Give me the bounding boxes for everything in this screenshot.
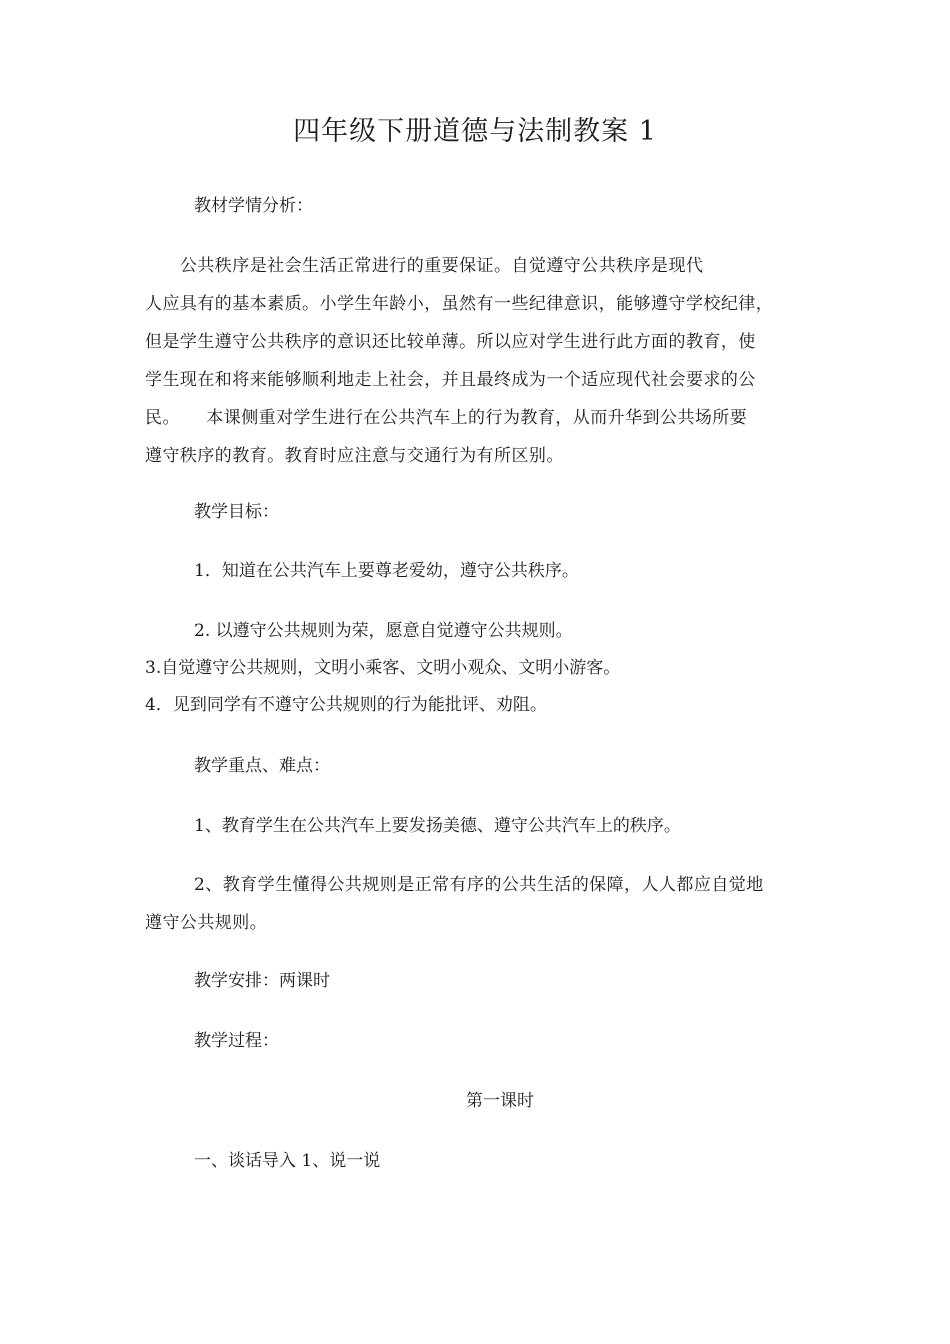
analysis-heading: 教材学情分析： (194, 196, 313, 216)
keypoint-line: 2、教育学生懂得公共规则是正常有序的公共生活的保障，人人都应自觉地 (194, 875, 764, 895)
goals-heading: 教学目标： (194, 502, 279, 522)
analysis-line: 但是学生遵守公共秩序的意识还比较单薄。所以应对学生进行此方面的教育，使 (145, 332, 756, 352)
analysis-line: 民。 本课侧重对学生进行在公共汽车上的行为教育，从而升华到公共场所要 (145, 408, 748, 428)
goal-item: 2. 以遵守公共规则为荣，愿意自觉遵守公共规则。 (194, 621, 573, 641)
analysis-line: 公共秩序是社会生活正常进行的重要保证。自觉遵守公共秩序是现代 (145, 256, 704, 276)
document-title: 四年级下册道德与法制教案 1 (293, 116, 657, 147)
section-heading: 一、谈话导入 1、说一说 (194, 1151, 381, 1171)
goal-item: 1．知道在公共汽车上要尊老爱幼，遵守公共秩序。 (194, 561, 579, 581)
analysis-paragraph (145, 247, 810, 475)
lesson-title: 第一课时 (466, 1091, 534, 1111)
goal-item: 3.自觉遵守公共规则，文明小乘客、文明小观众、文明小游客。 (145, 658, 621, 678)
keypoint-item: 1、教育学生在公共汽车上要发扬美德、遵守公共汽车上的秩序。 (194, 816, 681, 836)
keypoints-heading: 教学重点、难点： (194, 756, 330, 776)
process-heading: 教学过程： (194, 1031, 279, 1051)
keypoint-item (145, 866, 810, 942)
goal-item: 4．见到同学有不遵守公共规则的行为能批评、劝阻。 (145, 695, 547, 715)
analysis-line: 遵守秩序的教育。教育时应注意与交通行为有所区别。 (145, 446, 564, 466)
teaching-arrangement: 教学安排：两课时 (194, 971, 330, 991)
keypoint-line: 遵守公共规则。 (145, 913, 268, 933)
analysis-line: 人应具有的基本素质。小学生年龄小，虽然有一些纪律意识，能够遵守学校纪律， (145, 294, 774, 314)
analysis-line: 学生现在和将来能够顺利地走上社会，并且最终成为一个适应现代社会要求的公 (145, 370, 756, 390)
